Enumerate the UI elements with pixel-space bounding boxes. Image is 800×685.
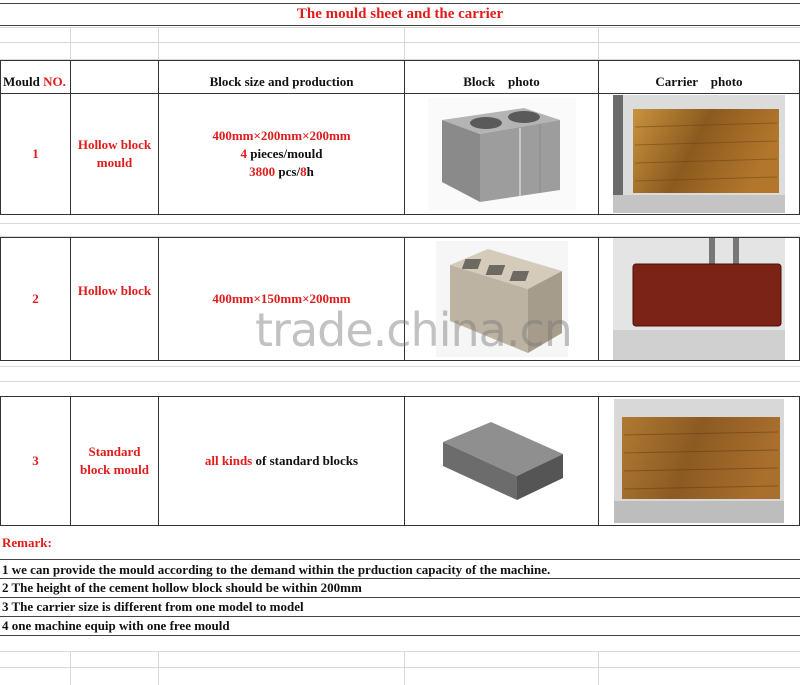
remark-line-3: 3 The carrier size is different from one model to model <box>2 599 304 614</box>
row2-mould-name: Hollow block <box>70 237 159 361</box>
row1-production-suffix: h <box>306 164 314 179</box>
header-no-label: NO. <box>43 74 66 89</box>
row2-dimensions: 400mm×150mm×200mm <box>212 291 351 306</box>
remark-border <box>0 597 800 598</box>
row3-block-photo-cell <box>404 396 599 526</box>
row1-pieces-value: 4 <box>240 146 247 161</box>
row1-mould-name: Hollow block mould <box>70 93 159 215</box>
remark-line-4: 4 one machine equip with one free mould <box>2 618 230 633</box>
row1-production-value: 3800 <box>249 164 276 179</box>
header-carrier-photo: Carrier photo <box>598 60 800 94</box>
row1-block-photo-cell <box>404 93 599 215</box>
row1-pieces <box>241 145 323 163</box>
header-name <box>70 60 159 94</box>
remark-line-1: 1 we can provide the mould according to the demand within the prduction capacity of the machine. <box>2 562 551 577</box>
grid-line <box>0 27 800 28</box>
header-block-photo: Block photo <box>404 60 599 94</box>
row3-number: 3 <box>0 396 71 526</box>
remark-title: Remark: <box>2 535 52 550</box>
grid-line <box>0 366 800 367</box>
remark-border <box>0 635 800 636</box>
header-mould-no <box>0 60 71 94</box>
row1-production <box>249 163 314 181</box>
row3-block-size <box>158 396 405 526</box>
grid-line <box>0 42 800 43</box>
remark-border <box>0 559 800 560</box>
remark-border <box>0 616 800 617</box>
carrier-board-photo <box>613 95 785 213</box>
row2-carrier-photo-cell <box>598 237 800 361</box>
grid-line <box>404 651 405 685</box>
grid-line <box>598 651 599 685</box>
grid-line <box>158 651 159 685</box>
remark-line-2: 2 The height of the cement hollow block should be within 200mm <box>2 580 362 595</box>
header-mould-no-text <box>3 73 66 91</box>
carrier-board-photo <box>614 399 784 523</box>
row2-number: 2 <box>0 237 71 361</box>
row1-number: 1 <box>0 93 71 215</box>
grid-line <box>158 27 159 60</box>
row1-pieces-unit: pieces/mould <box>247 146 323 161</box>
grid-line <box>70 27 71 60</box>
row3-mould-name: Standard block mould <box>70 396 159 526</box>
grid-line <box>598 27 599 60</box>
row3-kinds <box>205 452 358 470</box>
row1-block-size <box>158 93 405 215</box>
grid-line <box>0 381 800 382</box>
solid-block-photo <box>439 416 565 506</box>
grid-line <box>0 651 800 652</box>
row1-production-hours: 8 <box>300 164 307 179</box>
header-mould-label: Mould <box>3 74 44 89</box>
grid-line <box>0 667 800 668</box>
hollow-block-photo <box>428 98 576 210</box>
title-bottom-border <box>0 25 800 26</box>
header-block-size: Block size and production <box>158 60 405 94</box>
carrier-board-photo <box>613 238 785 360</box>
row3-kinds-text: of standard blocks <box>252 453 359 468</box>
watermark-text: trade.china.cn <box>255 303 572 357</box>
grid-line <box>0 223 800 224</box>
grid-line <box>70 651 71 685</box>
remark-border <box>0 578 800 579</box>
row3-carrier-photo-cell <box>598 396 800 526</box>
row1-carrier-photo-cell <box>598 93 800 215</box>
row1-production-unit: pcs/ <box>275 164 301 179</box>
grid-line <box>404 27 405 60</box>
row1-dimensions: 400mm×200mm×200mm <box>212 128 351 143</box>
row3-kinds-accent: all kinds <box>204 453 253 468</box>
title-top-border <box>0 3 800 4</box>
sheet-title: The mould sheet and the carrier <box>296 6 504 22</box>
